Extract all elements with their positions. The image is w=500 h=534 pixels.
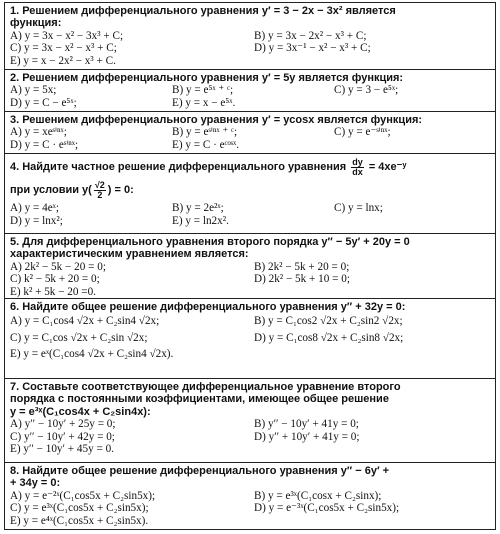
q2-option-d[interactable]: D) y = C − e⁵ˣ; <box>10 97 77 109</box>
q3-option-c[interactable]: C) y = e⁻ˢⁱⁿˣ; <box>334 126 391 139</box>
question-8 <box>5 463 495 529</box>
question-7-stem-line-3: y = e³ˣ(C₁cos4x + C₂sin4x): <box>10 405 151 418</box>
question-4-derivative-fraction <box>351 158 364 177</box>
question-6 <box>5 299 495 379</box>
condition-text: при условии y( <box>10 184 92 196</box>
q4-option-e[interactable]: E) y = ln2x². <box>172 214 229 227</box>
question-3 <box>5 112 495 154</box>
q6-option-a[interactable]: A) y = C₁cos4 √2x + C₂sin4 √2x; <box>10 315 160 328</box>
q4-option-d[interactable]: D) y = lnx²; <box>10 214 63 227</box>
q8-option-d[interactable]: D) y = e⁻³ˣ(C₁cos5x + C₂sin5x); <box>254 502 400 515</box>
question-4-equation-rhs: = 4xe⁻ʸ <box>365 161 407 173</box>
question-7-stem-line-2: порядка с постоянными коэффициентами, имеющее общее решение <box>10 393 389 406</box>
q3-option-a[interactable]: A) y = xeˢⁱⁿˣ; <box>10 126 67 139</box>
test-sheet <box>4 2 496 530</box>
question-7 <box>5 379 495 463</box>
question-2 <box>5 70 495 112</box>
q4-option-a[interactable]: A) y = 4eˣ; <box>10 202 59 214</box>
frac-numerator: dy <box>352 156 363 167</box>
condition-fraction <box>94 181 106 200</box>
q5-option-c[interactable]: C) k² − 5k + 20 = 0; <box>10 273 100 286</box>
q1-option-b[interactable]: B) y = 3x − 2x² − x³ + C; <box>254 29 367 42</box>
q3-option-e[interactable]: E) y = C · eᶜᵒˢˣ. <box>172 139 240 151</box>
q7-option-d[interactable]: D) y′′ + 10y′ + 41y = 0; <box>254 430 360 443</box>
q1-option-a[interactable]: A) y = 3x − x² − 3x³ + C; <box>10 29 124 42</box>
q8-option-e[interactable]: E) y = e⁴ˣ(C₁cos5x + C₂sin5x). <box>10 515 149 527</box>
condition-frac-denominator: 2 <box>97 189 103 200</box>
q2-option-c[interactable]: C) y = 3 − e⁵ˣ; <box>334 84 399 97</box>
q3-option-b[interactable]: B) y = eˢⁱⁿˣ ⁺ ᶜ; <box>172 126 238 139</box>
question-3-stem: 3. Решением дифференциального уравнения y′ = ycosx является функция: <box>10 114 423 126</box>
question-4-condition <box>10 178 490 202</box>
q1-option-e[interactable]: E) y = x − 2x² − x³ + C. <box>10 55 116 67</box>
q5-option-a[interactable]: A) 2k² − 5k − 20 = 0; <box>10 260 106 273</box>
question-6-stem: 6. Найдите общее решение дифференциального уравнения y′′ + 32y = 0: <box>10 301 406 313</box>
q7-option-b[interactable]: B) y′′ − 10y′ + 41y = 0; <box>254 418 359 431</box>
q1-option-d[interactable]: D) y = 3x⁻¹ − x² − x³ + C; <box>254 42 371 55</box>
question-4 <box>5 154 495 234</box>
q6-option-b[interactable]: B) y = C₁cos2 √2x + C₂sin2 √2x; <box>254 315 403 328</box>
q6-option-c[interactable]: C) y = C₁cos √2x + C₂sin √2x; <box>10 331 148 344</box>
q3-option-d[interactable]: D) y = C · eˢⁱⁿˣ; <box>10 139 79 151</box>
question-5 <box>5 234 495 299</box>
q2-option-e[interactable]: E) y = x − e⁵ˣ. <box>172 97 236 109</box>
q2-option-a[interactable]: A) y = 5x; <box>10 84 57 97</box>
q1-option-c[interactable]: C) y = 3x − x² − x³ + C; <box>10 42 117 55</box>
question-7-stem-line-1: 7. Составьте соответствующее дифференциальное уравнение второго <box>10 381 401 393</box>
q5-option-e[interactable]: E) k² + 5k − 20 =0. <box>10 286 96 298</box>
q6-option-d[interactable]: D) y = C₁cos8 √2x + C₂sin8 √2x; <box>254 331 404 344</box>
q8-option-a[interactable]: A) y = e⁻²ˣ(C₁cos5x + C₂sin5x); <box>10 489 156 502</box>
question-4-stem-text: 4. Найдите частное решение дифференциального уравнения <box>10 161 347 173</box>
question-8-stem-line-2: + 34y = 0: <box>10 477 61 490</box>
question-2-stem: 2. Решением дифференциального уравнения y′ = 5y является функция: <box>10 72 404 84</box>
q8-option-b[interactable]: B) y = e³ˣ(C₁cosx + C₂sinx); <box>254 489 382 502</box>
question-5-stem-line-1: 5. Для дифференциального уравнения второго порядка y′′ − 5y′ + 20y = 0 <box>10 236 410 248</box>
question-8-stem-line-1: 8. Найдите общее решение дифференциального уравнения y′′ − 6y′ + <box>10 465 390 477</box>
q7-option-c[interactable]: C) y′′ − 10y′ + 42y = 0; <box>10 430 115 443</box>
q7-option-a[interactable]: A) y′′ − 10y′ + 25y = 0; <box>10 418 116 431</box>
q4-option-c[interactable]: C) y = lnx; <box>334 202 383 214</box>
condition-rhs: ) = 0: <box>107 184 134 196</box>
q4-option-b[interactable]: B) y = 2e²ˣ; <box>172 202 224 214</box>
q6-option-e[interactable]: E) y = eˣ(C₁cos4 √2x + C₂sin4 √2x). <box>10 348 174 361</box>
question-1 <box>5 3 495 70</box>
q2-option-b[interactable]: B) y = e⁵ˣ ⁺ ᶜ; <box>172 84 234 97</box>
condition-frac-numerator: √2 <box>94 179 105 190</box>
q5-option-b[interactable]: B) 2k² − 5k + 20 = 0; <box>254 260 350 273</box>
question-4-stem <box>10 156 490 178</box>
q8-option-c[interactable]: C) y = e³ˣ(C₁cos5x + C₂sin5x); <box>10 502 149 515</box>
q5-option-d[interactable]: D) 2k² − 5k + 10 = 0; <box>254 273 350 286</box>
frac-denominator: dx <box>352 166 363 177</box>
question-1-stem-line-2: функция: <box>10 17 62 30</box>
question-1-stem-line-1: 1. Решением дифференциального уравнения y′ = 3 − 2x − 3x² является <box>10 5 396 17</box>
q7-option-e[interactable]: E) y′′ − 10y′ + 45y = 0. <box>10 443 114 456</box>
question-5-stem-line-2: характеристическим уравнением является: <box>10 248 249 261</box>
